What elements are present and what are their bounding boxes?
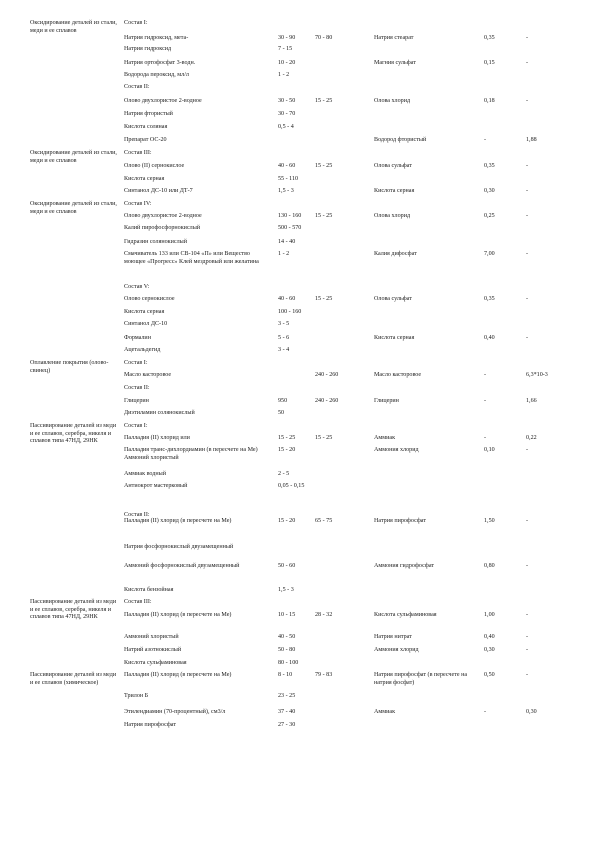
cell-c3: 6,3*10-3 <box>526 372 548 378</box>
cell-conc: 40 - 60 <box>278 163 296 169</box>
cell-c2: 0,35 <box>484 163 495 169</box>
cell-component2: Натрия стеарат <box>374 35 414 41</box>
cell-temp: 15 - 25 <box>315 163 333 169</box>
cell-c2: 0,30 <box>484 188 495 194</box>
cell-process: Пассивирование деталей из меди и ее сплавов (химическое) <box>30 672 117 686</box>
cell-component: Состав I: <box>124 423 148 429</box>
cell-c3: 0,30 <box>526 709 537 715</box>
cell-component: Палладия (II) хлорид (в пересчете на Ме) <box>124 672 232 678</box>
cell-c3: - <box>526 612 529 618</box>
cell-conc: 15 - 25 <box>278 435 296 441</box>
cell-c3: - <box>526 213 529 219</box>
cell-process: Оксидирование деталей из стали, меди и ее сплавов <box>30 20 117 34</box>
cell-temp: 240 - 260 <box>315 398 339 404</box>
cell-c2: 0,80 <box>484 563 495 569</box>
cell-conc: 15 - 20 <box>278 447 296 453</box>
cell-component: Кислота бензойная <box>124 587 174 593</box>
cell-component: Трилон Б <box>124 693 149 699</box>
cell-component: Этилендиамин (70-процентный), см3/л <box>124 709 226 715</box>
cell-c2: 0,30 <box>484 647 495 653</box>
cell-process: Оксидирование деталей из стали, меди и ее сплавов <box>30 201 117 215</box>
cell-component2: Натрия пирофосфат (в пересчете на натрия фосфат) <box>374 672 468 686</box>
cell-conc: 37 - 40 <box>278 709 296 715</box>
cell-c3: - <box>526 251 529 257</box>
cell-c2: 0,40 <box>484 634 495 640</box>
cell-component2: Олова сульфат <box>374 296 412 302</box>
cell-component: Диэтиламин солянокислый <box>124 410 195 416</box>
cell-conc: 130 - 160 <box>278 213 302 219</box>
cell-component: Состав III: <box>124 150 152 156</box>
cell-conc: 50 - 60 <box>278 563 296 569</box>
cell-conc: 27 - 30 <box>278 722 296 728</box>
cell-component2: Водород фтористый <box>374 137 427 143</box>
cell-component: Состав I: <box>124 360 148 366</box>
cell-component: Состав II: <box>124 84 150 90</box>
cell-c3: - <box>526 335 529 341</box>
cell-component2: Аммония хлорид <box>374 647 419 653</box>
cell-c3: - <box>526 35 529 41</box>
cell-component2: Кислота серная <box>374 188 415 194</box>
cell-component: Состав I: <box>124 20 148 26</box>
cell-temp: 240 - 260 <box>315 372 339 378</box>
cell-conc: 30 - 70 <box>278 111 296 117</box>
cell-component: Ацетальдегид <box>124 347 161 353</box>
cell-c3: - <box>526 647 529 653</box>
cell-component2: Аммония хлорид <box>374 447 419 453</box>
cell-c3: - <box>526 98 529 104</box>
cell-component2: Масло касторовое <box>374 372 422 378</box>
cell-c2: 0,40 <box>484 335 495 341</box>
cell-c2: 0,25 <box>484 213 495 219</box>
cell-c2: 7,00 <box>484 251 495 257</box>
cell-conc: 1 - 2 <box>278 251 290 257</box>
cell-component2: Калия дифосфат <box>374 251 417 257</box>
cell-component: Гидразин солянокислый <box>124 239 188 245</box>
cell-temp: 65 - 75 <box>315 518 333 524</box>
cell-conc: 8 - 10 <box>278 672 293 678</box>
cell-conc: 14 - 40 <box>278 239 296 245</box>
cell-c2: - <box>484 709 487 715</box>
cell-process: Оксидирование деталей из стали, меди и ее сплавов <box>30 150 117 164</box>
cell-component2: Олова хлорид <box>374 98 411 104</box>
cell-component: Смачиватель 133 или СВ-104 «П» или Вещество моющее «Прогресс» Клей мездровый или желатина <box>124 251 259 265</box>
cell-component: Формалин <box>124 335 151 341</box>
cell-c3: - <box>526 563 529 569</box>
cell-component: Натрия фтористый <box>124 111 173 117</box>
cell-component: Натрия гидроксид <box>124 46 172 52</box>
cell-process: Пассивирование деталей из меди и ее сплавов, серебра, никеля и сплавов типа 47НД, 29НК <box>30 599 117 621</box>
cell-component: Натрия фосфорнокислый двузамещенный <box>124 544 234 550</box>
cell-component: Палладия (II) хлорид (в пересчете на Ме) <box>124 612 232 618</box>
cell-temp: 28 - 32 <box>315 612 333 618</box>
cell-component2: Аммония гидрофосфат <box>374 563 435 569</box>
cell-conc: 55 - 110 <box>278 176 299 182</box>
cell-component: Аммоний хлористый <box>124 634 179 640</box>
cell-temp: 79 - 83 <box>315 672 333 678</box>
cell-c3: - <box>526 672 529 678</box>
cell-component: Водорода пероксид, мл/л <box>124 72 189 78</box>
cell-c2: 0,10 <box>484 447 495 453</box>
cell-c2: 0,18 <box>484 98 495 104</box>
cell-c3: - <box>526 447 529 453</box>
cell-conc: 30 - 90 <box>278 35 296 41</box>
cell-component: Олово сернокислое <box>124 296 175 302</box>
cell-conc: 7 - 15 <box>278 46 293 52</box>
cell-component: Кислота соляная <box>124 124 168 130</box>
cell-conc: 10 - 15 <box>278 612 296 618</box>
cell-component: Синтанол ДС-10 или ДТ-7 <box>124 188 193 194</box>
cell-component: Состав IV: <box>124 201 152 207</box>
cell-component: Синтанол ДС-10 <box>124 321 168 327</box>
cell-temp: 15 - 25 <box>315 213 333 219</box>
cell-component: Кислота сульфаминовая <box>124 660 187 666</box>
cell-c3: - <box>526 188 529 194</box>
cell-process: Пассивирование деталей из меди и ее сплавов, серебра, никеля и сплавов типа 47НД, 29НК <box>30 423 117 445</box>
cell-component: Палладия (II) хлорид или <box>124 435 190 441</box>
cell-c2: - <box>484 137 487 143</box>
cell-c2: 0,50 <box>484 672 495 678</box>
cell-conc: 500 - 570 <box>278 225 302 231</box>
cell-c3: - <box>526 163 529 169</box>
cell-component: Аммоний фосфорнокислый двузамещенный <box>124 563 240 569</box>
cell-component2: Аммиак <box>374 709 396 715</box>
cell-c3: - <box>526 60 529 66</box>
cell-conc: 1,5 - 3 <box>278 188 294 194</box>
cell-conc: 0,05 - 0,15 <box>278 483 305 489</box>
cell-component2: Натрия пирофосфат <box>374 518 427 524</box>
cell-c2: - <box>484 372 487 378</box>
cell-temp: 15 - 25 <box>315 98 333 104</box>
cell-component: Антиокрот мастерковый <box>124 483 188 489</box>
cell-conc: 0,5 - 4 <box>278 124 294 130</box>
cell-component: Состав II: <box>124 512 150 518</box>
cell-conc: 3 - 5 <box>278 321 290 327</box>
cell-c3: 1,88 <box>526 137 537 143</box>
cell-component2: Натрия нитрат <box>374 634 412 640</box>
cell-component2: Олова сульфат <box>374 163 412 169</box>
cell-component: Препарат ОС-20 <box>124 137 167 143</box>
cell-c2: - <box>484 398 487 404</box>
cell-component2: Кислота серная <box>374 335 415 341</box>
cell-conc: 10 - 20 <box>278 60 296 66</box>
cell-component: Калий пирофосфорнокислый <box>124 225 201 231</box>
cell-conc: 80 - 100 <box>278 660 299 666</box>
cell-temp: 70 - 80 <box>315 35 333 41</box>
cell-conc: 5 - 6 <box>278 335 290 341</box>
cell-temp: 15 - 25 <box>315 296 333 302</box>
cell-component: Олово двухлористое 2-водное <box>124 213 202 219</box>
cell-conc: 30 - 50 <box>278 98 296 104</box>
cell-component: Кислота серная <box>124 176 165 182</box>
cell-c3: - <box>526 296 529 302</box>
cell-component: Состав II: <box>124 385 150 391</box>
cell-component: Аммиак водный <box>124 471 166 477</box>
cell-conc: 40 - 50 <box>278 634 296 640</box>
cell-conc: 1,5 - 3 <box>278 587 294 593</box>
cell-process: Оплавление покрытия (олово-свинец) <box>30 360 109 374</box>
cell-c2: 1,00 <box>484 612 495 618</box>
cell-component: Кислота серная <box>124 309 165 315</box>
cell-conc: 2 - 5 <box>278 471 290 477</box>
cell-c2: 1,50 <box>484 518 495 524</box>
cell-c2: 0,35 <box>484 35 495 41</box>
cell-component2: Кислота сульфаминовая <box>374 612 437 618</box>
cell-conc: 3 - 4 <box>278 347 290 353</box>
cell-component: Олово двухлористое 2-водное <box>124 98 202 104</box>
cell-c2: 0,35 <box>484 296 495 302</box>
cell-conc: 1 - 2 <box>278 72 290 78</box>
cell-component: Глицерин <box>124 398 149 404</box>
cell-c3: - <box>526 634 529 640</box>
cell-conc: 950 <box>278 398 288 404</box>
cell-c3: 1,66 <box>526 398 537 404</box>
cell-c3: - <box>526 518 529 524</box>
cell-conc: 100 - 160 <box>278 309 302 315</box>
cell-component: Натрия пирофосфат <box>124 722 177 728</box>
cell-conc: 15 - 20 <box>278 518 296 524</box>
cell-conc: 23 - 25 <box>278 693 296 699</box>
cell-conc: 50 - 80 <box>278 647 296 653</box>
cell-component2: Магния сульфат <box>374 60 416 66</box>
cell-component: Масло касторовое <box>124 372 172 378</box>
cell-component2: Аммиак <box>374 435 396 441</box>
cell-conc: 50 <box>278 410 285 416</box>
cell-component: Палладия транс-дихлордиамин (в пересчете на Ме) Аммоний хлористый <box>124 447 258 461</box>
cell-c3: 0,22 <box>526 435 537 441</box>
cell-component: Палладия (II) хлорид (в пересчете на Ме) <box>124 518 232 524</box>
cell-component: Состав III: <box>124 599 152 605</box>
cell-component2: Олова хлорид <box>374 213 411 219</box>
cell-c2: 0,15 <box>484 60 495 66</box>
cell-component: Олово (II) сернокислое <box>124 163 185 169</box>
cell-component: Натрий азотнокислый <box>124 647 182 653</box>
cell-temp: 15 - 25 <box>315 435 333 441</box>
cell-component: Натрия ортофосфат 3-водн. <box>124 60 196 66</box>
cell-component: Натрия гидроксид, мета- <box>124 35 189 41</box>
cell-component: Состав V: <box>124 284 150 290</box>
cell-c2: - <box>484 435 487 441</box>
cell-conc: 40 - 60 <box>278 296 296 302</box>
cell-component2: Глицерин <box>374 398 399 404</box>
